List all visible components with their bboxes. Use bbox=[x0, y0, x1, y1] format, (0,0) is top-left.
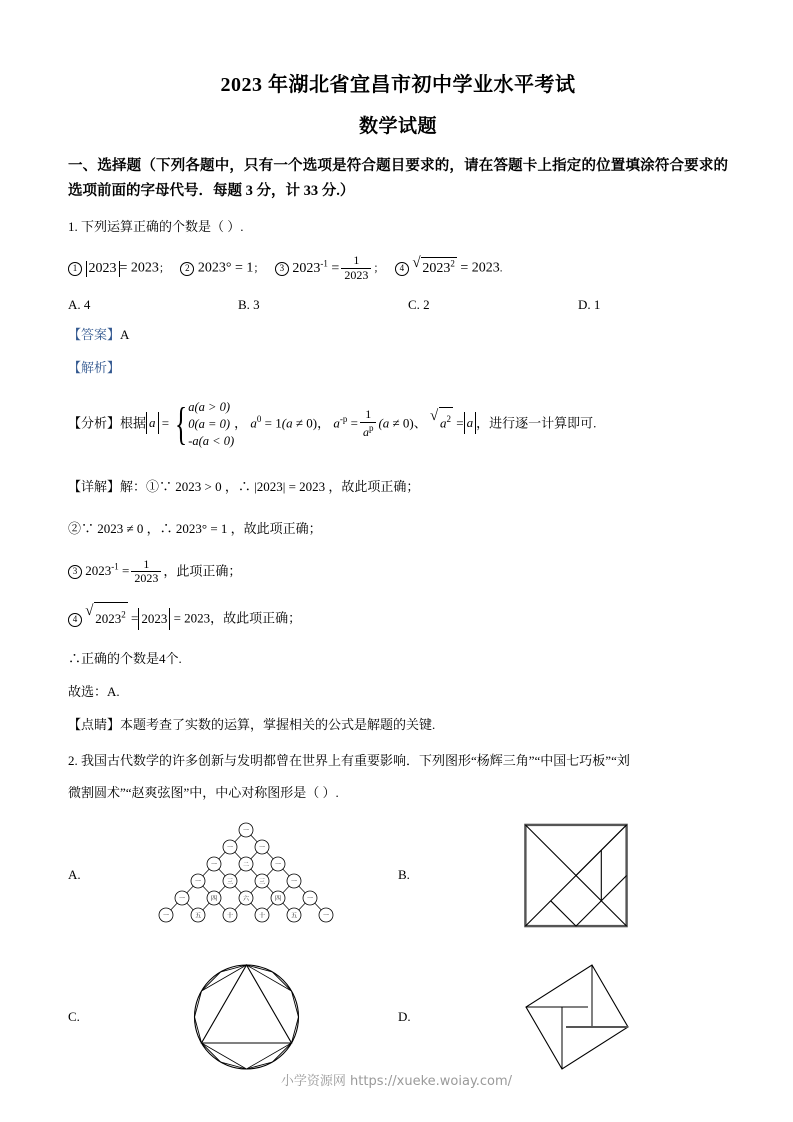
svg-text:一: 一 bbox=[162, 913, 170, 920]
svg-text:一: 一 bbox=[274, 862, 282, 869]
page-content bbox=[68, 0, 728, 1077]
fenxi-tail: ，进行逐一计算即可. bbox=[476, 415, 597, 431]
fenxi-line: 【分析】根据 a = { a(a > 0) 0(a = 0) -a(a < 0) ， $a^0 = 1(a \ne 0)$， $a^{-p}$ = $\frac{1}{a^p}$ (a ≠ 0)、 √ $a^2 = a$ ，进行逐一计算即可. bbox=[68, 399, 728, 450]
page-subtitle: 数学试题 bbox=[358, 116, 437, 137]
tangram-square-figure bbox=[424, 818, 728, 933]
svg-text:一: 一 bbox=[194, 879, 202, 886]
svg-text:一: 一 bbox=[242, 828, 250, 835]
zhao-shuang-pinwheel-icon bbox=[516, 957, 636, 1077]
step-marker-4: 4 bbox=[68, 613, 82, 627]
svg-text:一: 一 bbox=[210, 862, 218, 869]
yang-hui-triangle-figure bbox=[94, 818, 398, 933]
svg-text:一: 一 bbox=[290, 879, 298, 886]
svg-text:十: 十 bbox=[258, 913, 266, 920]
svg-text:十: 十 bbox=[226, 913, 234, 920]
svg-text:一: 一 bbox=[258, 845, 266, 852]
analysis-line bbox=[68, 357, 728, 379]
question-2-figures-row-2 bbox=[68, 957, 728, 1077]
question-2-stem-line-2: 微割圆术”“赵爽弦图”中，中心对称图形是（ ）. bbox=[68, 784, 339, 800]
option-a[interactable]: A. 4 bbox=[68, 296, 91, 312]
figure-option-c[interactable] bbox=[68, 957, 398, 1077]
tangram-square-icon bbox=[521, 818, 631, 933]
svg-text:一: 一 bbox=[226, 845, 234, 852]
zhao-shuang-pinwheel-figure bbox=[424, 957, 728, 1077]
step-marker-3: 3 bbox=[68, 565, 82, 579]
svg-text:五: 五 bbox=[194, 913, 202, 920]
fenxi-tag: 【分析】 bbox=[68, 415, 121, 431]
figure-label-d: D. bbox=[398, 1008, 411, 1024]
figure-label-b: B. bbox=[398, 867, 410, 883]
svg-text:一: 一 bbox=[306, 896, 314, 903]
question-1-stem: 1. 下列运算正确的个数是（ ）. bbox=[68, 219, 244, 234]
figure-option-a[interactable] bbox=[68, 818, 398, 933]
fenxi-case-2: 0(a = 0) bbox=[188, 416, 230, 431]
answer-line bbox=[68, 324, 728, 346]
xiangjie-lead: 解： bbox=[120, 478, 147, 494]
svg-text:三: 三 bbox=[226, 879, 234, 886]
svg-text:一: 一 bbox=[178, 896, 186, 903]
fenxi-lead: 根据 bbox=[120, 415, 147, 431]
item-marker-4: 4 bbox=[395, 262, 409, 276]
fenxi-case-1: a(a > 0) bbox=[188, 399, 230, 414]
liu-hui-circle-figure bbox=[94, 957, 398, 1077]
option-c[interactable]: C. 2 bbox=[408, 296, 430, 312]
figure-label-a: A. bbox=[68, 867, 81, 883]
svg-text:二: 二 bbox=[242, 862, 250, 869]
section-heading: 一、选择题（下列各题中，只有一个选项是符合题目要求的，请在答题卡上指定的位置填涂符合要求的选项前面的字母代号．每题 3 分，计 33 分.） bbox=[68, 158, 728, 199]
xiangjie-tag: 【详解】 bbox=[68, 478, 121, 494]
xiangjie-line-3: 3 $2023^{-1}$ = $\frac{1}{2023}$ ，此项正确； bbox=[68, 556, 728, 587]
footer-watermark: 小学资源网 https://xueke.woiay.com/ bbox=[280, 1074, 513, 1089]
dianjing-line bbox=[68, 714, 728, 736]
item-marker-3: 3 bbox=[275, 262, 289, 276]
dianjing-tag: 【点睛】 bbox=[68, 716, 121, 732]
choose-line: 故选：A. bbox=[68, 683, 120, 699]
svg-text:三: 三 bbox=[258, 879, 266, 886]
conclusion-line: ∴正确的个数是4个. bbox=[68, 650, 182, 666]
analysis-tag: 【解析】 bbox=[68, 359, 121, 375]
figure-label-c: C. bbox=[68, 1008, 80, 1024]
answer-tag: 【答案】 bbox=[68, 326, 121, 342]
fenxi-case-3: -a(a < 0) bbox=[188, 433, 235, 448]
item-marker-2: 2 bbox=[180, 262, 194, 276]
question-2-stem-line-1: 2. 我国古代数学的许多创新与发明都曾在世界上有重要影响．下列图形“杨辉三角”“中国七巧板”“刘 bbox=[68, 752, 630, 768]
svg-text:四: 四 bbox=[274, 896, 282, 903]
option-d[interactable]: D. 1 bbox=[578, 296, 601, 312]
svg-text:六: 六 bbox=[242, 896, 250, 903]
svg-text:一: 一 bbox=[322, 913, 330, 920]
question-2-figures-row-1 bbox=[68, 818, 728, 933]
figure-option-b[interactable] bbox=[398, 818, 728, 933]
page-title: 2023 年湖北省宜昌市初中学业水平考试 bbox=[220, 74, 576, 96]
yang-hui-triangle-icon bbox=[156, 818, 336, 933]
liu-hui-circle-icon bbox=[184, 957, 309, 1077]
item-marker-1: 1 bbox=[68, 262, 82, 276]
xiangjie-line-2: ②∵ 2023 ≠ 0 ，∴ 2023° = 1 ，故此项正确； bbox=[68, 520, 322, 536]
svg-text:五: 五 bbox=[290, 913, 298, 920]
xiangjie-line-1 bbox=[68, 476, 728, 498]
figure-option-d[interactable] bbox=[398, 957, 728, 1077]
xiangjie-line-4: 4 √ $2023^2 = 2023 = 2023$，故此项正确； bbox=[68, 602, 728, 629]
answer-value: A bbox=[120, 326, 130, 342]
xiangjie-step-1: ①∵ 2023 > 0 ，∴ |2023| = 2023 ，故此项正确； bbox=[146, 478, 420, 494]
option-b[interactable]: B. 3 bbox=[238, 296, 260, 312]
question-1-options bbox=[68, 297, 728, 313]
svg-text:四: 四 bbox=[210, 896, 218, 903]
question-1-expressions: 1 2023 = 2023； 2 2023° = 1； 3 $2023^{-1}$ = $\frac{1}{2023}$ ； 4 √ $2023^2 = 2023$. bbox=[68, 254, 728, 283]
dianjing-text: 本题考查了实数的运算，掌握相关的公式是解题的关键. bbox=[120, 716, 436, 732]
